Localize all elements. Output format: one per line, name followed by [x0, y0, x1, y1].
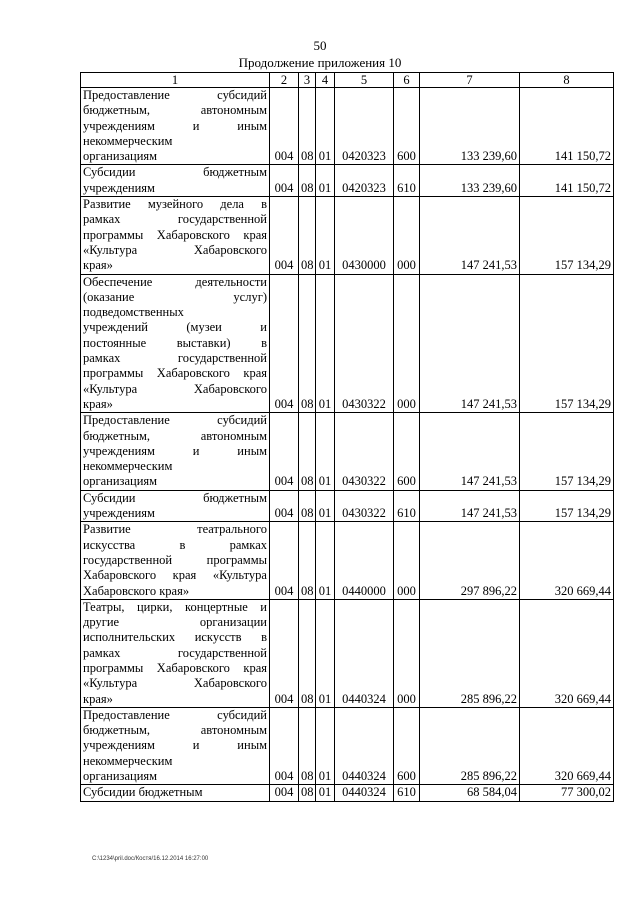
code-target: 0430322	[335, 274, 394, 413]
code-section: 08	[299, 88, 316, 165]
header-col-1: 1	[81, 73, 270, 88]
description-line: подведомственных	[83, 305, 184, 320]
code-admin: 004	[270, 490, 299, 522]
code-subsection: 01	[316, 274, 335, 413]
header-col-6: 6	[394, 73, 420, 88]
description-line: исполнительских искусств в	[83, 630, 267, 645]
table-row	[81, 490, 614, 522]
code-admin: 004	[270, 707, 299, 784]
header-col-8: 8	[520, 73, 614, 88]
code-subsection: 01	[316, 707, 335, 784]
description-line: программы Хабаровского края	[83, 227, 267, 242]
row-description	[81, 413, 270, 490]
description-line: рамках государственной	[83, 645, 267, 660]
code-target: 0420323	[335, 165, 394, 197]
code-section: 08	[299, 274, 316, 413]
code-target: 0440000	[335, 522, 394, 599]
description-line: Субсидии бюджетным	[83, 165, 267, 180]
description-line: организациям	[83, 474, 158, 489]
description-line: государственной программы	[83, 552, 267, 567]
amount-year-2: 320 669,44	[520, 599, 614, 707]
table-row	[81, 88, 614, 165]
description-line: постоянные выставки) в	[83, 335, 267, 350]
code-subsection: 01	[316, 165, 335, 197]
description-line: края»	[83, 396, 113, 411]
table-row	[81, 599, 614, 707]
page-number: 50	[313, 38, 327, 53]
amount-year-1: 147 241,53	[420, 197, 520, 274]
row-description	[81, 274, 270, 413]
description-line: бюджетным, автономным	[83, 723, 267, 738]
description-line: Предоставление субсидий	[83, 707, 267, 722]
code-section: 08	[299, 165, 316, 197]
header-col-4: 4	[316, 73, 335, 88]
table-row	[81, 274, 614, 413]
code-expense-type: 000	[394, 522, 420, 599]
code-subsection: 01	[316, 522, 335, 599]
amount-year-2: 141 150,72	[520, 165, 614, 197]
code-expense-type: 600	[394, 88, 420, 165]
description-line: Хабаровского края «Культура	[83, 568, 267, 583]
table-body	[81, 88, 614, 802]
code-admin: 004	[270, 413, 299, 490]
description-line: «Культура Хабаровского	[83, 381, 267, 396]
description-line: края»	[83, 691, 113, 706]
description-line: Предоставление субсидий	[83, 88, 267, 102]
amount-year-1: 133 239,60	[420, 165, 520, 197]
row-description	[81, 522, 270, 599]
table-row	[81, 197, 614, 274]
code-section: 08	[299, 490, 316, 522]
code-expense-type: 610	[394, 785, 420, 801]
description-line: организациям	[83, 149, 158, 164]
code-admin: 004	[270, 785, 299, 801]
description-line: Предоставление субсидий	[83, 413, 267, 428]
description-line: бюджетным, автономным	[83, 103, 267, 118]
description-line: некоммерческим	[83, 753, 173, 768]
code-section: 08	[299, 599, 316, 707]
code-target: 0440324	[335, 785, 394, 801]
description-line: организациям	[83, 769, 158, 784]
amount-year-2: 141 150,72	[520, 88, 614, 165]
header-col-3: 3	[299, 73, 316, 88]
code-section: 08	[299, 785, 316, 801]
code-target: 0420323	[335, 88, 394, 165]
description-line: Обеспечение деятельности	[83, 274, 267, 289]
code-subsection: 01	[316, 88, 335, 165]
code-subsection: 01	[316, 413, 335, 490]
code-section: 08	[299, 707, 316, 784]
appendix-subtitle: Продолжение приложения 10	[238, 55, 402, 70]
row-description	[81, 490, 270, 522]
code-expense-type: 610	[394, 165, 420, 197]
description-line: учреждениям	[83, 506, 155, 521]
description-line: Субсидии бюджетным	[83, 785, 203, 800]
code-expense-type: 000	[394, 274, 420, 413]
description-line: программы Хабаровского края	[83, 366, 267, 381]
code-expense-type: 000	[394, 599, 420, 707]
table-row	[81, 707, 614, 784]
code-target: 0430322	[335, 490, 394, 522]
code-target: 0440324	[335, 707, 394, 784]
table-row	[81, 522, 614, 599]
description-line: рамках государственной	[83, 212, 267, 227]
code-subsection: 01	[316, 785, 335, 801]
code-expense-type: 600	[394, 707, 420, 784]
amount-year-1: 68 584,04	[420, 785, 520, 801]
description-line: искусства в рамках	[83, 537, 267, 552]
code-admin: 004	[270, 599, 299, 707]
code-subsection: 01	[316, 197, 335, 274]
code-expense-type: 000	[394, 197, 420, 274]
code-target: 0440324	[335, 599, 394, 707]
row-description	[81, 707, 270, 784]
description-line: бюджетным, автономным	[83, 428, 267, 443]
amount-year-2: 77 300,02	[520, 785, 614, 801]
code-target: 0430000	[335, 197, 394, 274]
code-admin: 004	[270, 522, 299, 599]
description-line: программы Хабаровского края	[83, 660, 267, 675]
description-line: «Культура Хабаровского	[83, 676, 267, 691]
code-subsection: 01	[316, 490, 335, 522]
description-line: учреждениям	[83, 180, 155, 195]
code-target: 0430322	[335, 413, 394, 490]
code-admin: 004	[270, 274, 299, 413]
description-line: некоммерческим	[83, 459, 173, 474]
amount-year-2: 157 134,29	[520, 490, 614, 522]
amount-year-2: 157 134,29	[520, 413, 614, 490]
header-col-7: 7	[420, 73, 520, 88]
description-line: Театры, цирки, концертные и	[83, 599, 267, 614]
code-subsection: 01	[316, 599, 335, 707]
table-row	[81, 165, 614, 197]
description-line: Развитие театрального	[83, 522, 267, 537]
description-line: края»	[83, 258, 113, 273]
header-col-5: 5	[335, 73, 394, 88]
row-description	[81, 165, 270, 197]
code-section: 08	[299, 413, 316, 490]
header-row	[81, 73, 614, 88]
budget-table	[80, 72, 614, 802]
table-row	[81, 413, 614, 490]
description-line: рамках государственной	[83, 351, 267, 366]
row-description	[81, 785, 270, 801]
amount-year-2: 320 669,44	[520, 707, 614, 784]
code-expense-type: 610	[394, 490, 420, 522]
description-line: учреждений (музеи и	[83, 320, 267, 335]
code-admin: 004	[270, 88, 299, 165]
code-section: 08	[299, 522, 316, 599]
amount-year-1: 133 239,60	[420, 88, 520, 165]
description-line: Развитие музейного дела в	[83, 197, 267, 212]
code-expense-type: 600	[394, 413, 420, 490]
description-line: Субсидии бюджетным	[83, 490, 267, 505]
description-line: учреждениям и иным	[83, 118, 267, 133]
code-admin: 004	[270, 165, 299, 197]
code-section: 08	[299, 197, 316, 274]
description-line: учреждениям и иным	[83, 443, 267, 458]
row-description	[81, 599, 270, 707]
header-col-2: 2	[270, 73, 299, 88]
amount-year-1: 285 896,22	[420, 599, 520, 707]
amount-year-1: 147 241,53	[420, 413, 520, 490]
amount-year-1: 147 241,53	[420, 274, 520, 413]
description-line: некоммерческим	[83, 133, 173, 148]
description-line: (оказание услуг)	[83, 289, 267, 304]
table-row	[81, 785, 614, 801]
description-line: «Культура Хабаровского	[83, 242, 267, 257]
amount-year-2: 157 134,29	[520, 274, 614, 413]
amount-year-1: 147 241,53	[420, 490, 520, 522]
description-line: учреждениям и иным	[83, 738, 267, 753]
amount-year-2: 157 134,29	[520, 197, 614, 274]
code-admin: 004	[270, 197, 299, 274]
amount-year-1: 297 896,22	[420, 522, 520, 599]
amount-year-2: 320 669,44	[520, 522, 614, 599]
amount-year-1: 285 896,22	[420, 707, 520, 784]
row-description	[81, 197, 270, 274]
description-line: Хабаровского края»	[83, 583, 190, 598]
file-path-footer: C:\1234\pril.doc/Костя/16.12.2014 16:27:00	[92, 856, 209, 862]
row-description	[81, 88, 270, 165]
description-line: другие организации	[83, 615, 267, 630]
